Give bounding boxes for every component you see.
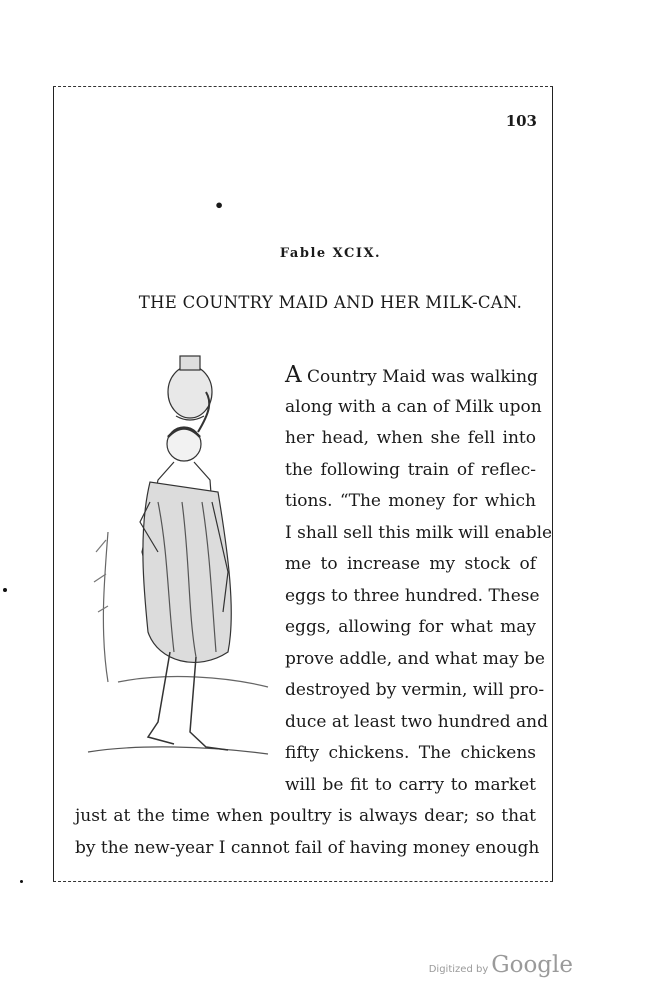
body-line: just at the time when poultry is always dear; so that (75, 806, 536, 826)
body-line: will be fit to carry to market (285, 774, 536, 795)
body-line: eggs, allowing for what may (285, 617, 536, 637)
body-line: prove addle, and what may be (285, 648, 545, 669)
watermark-prefix: Digitized by (428, 964, 489, 975)
drop-cap: A (285, 362, 302, 388)
body-line: eggs to three hundred. These (285, 585, 540, 606)
body-line: tions. “The money for which (285, 491, 536, 511)
body-line: I shall sell this milk will enable (285, 522, 553, 543)
body-line: along with a can of Milk upon (285, 396, 542, 417)
frame-bottom-border (53, 881, 553, 882)
frame-top-border (53, 86, 553, 87)
fable-number: Fable XCIX. (279, 246, 382, 261)
page-number: 103 (505, 112, 537, 130)
fable-body (75, 360, 553, 864)
body-line: fifty chickens. The chickens (285, 743, 536, 763)
body-line: me to increase my stock of (285, 554, 536, 574)
body-line: duce at least two hundred and (285, 711, 548, 732)
body-line: her head, when she fell into (285, 428, 536, 448)
digitized-watermark (429, 952, 573, 978)
fable-title: THE COUNTRY MAID AND HER MILK-CAN. (138, 293, 523, 312)
speck (20, 880, 23, 883)
body-line: A Country Maid was walking (285, 362, 538, 388)
body-line: the following train of reflec- (285, 459, 536, 480)
body-line: by the new-year I cannot fail of having money enough (75, 837, 540, 858)
margin-mark: • (214, 196, 225, 215)
speck (3, 588, 7, 592)
google-logo: Google (491, 952, 573, 978)
body-line: destroyed by vermin, will pro- (285, 680, 545, 700)
